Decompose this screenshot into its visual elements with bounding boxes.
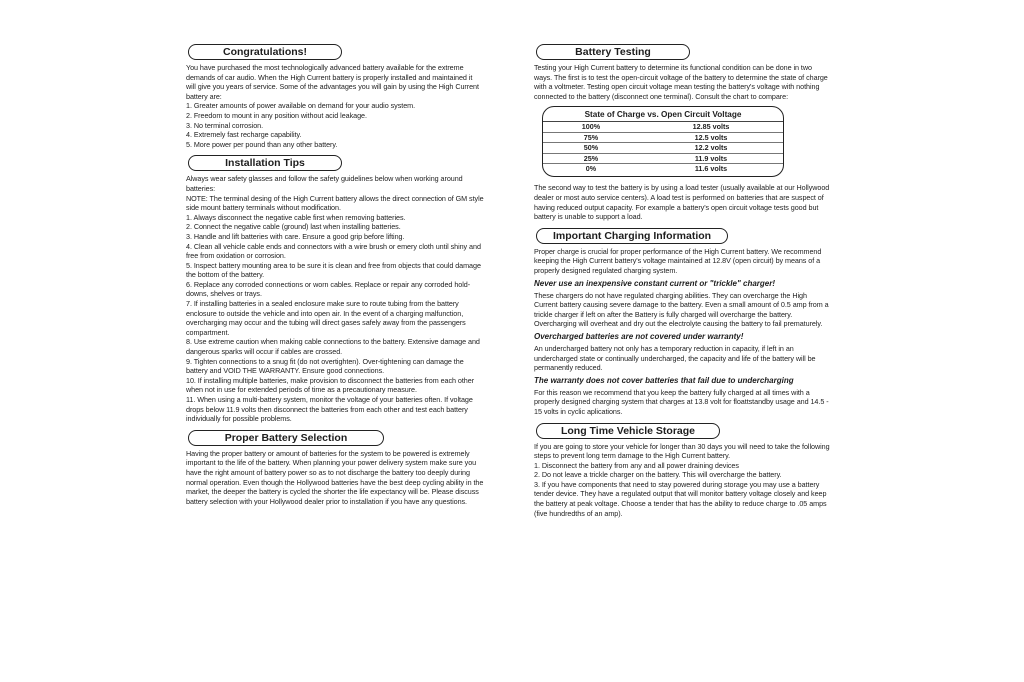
right-column — [534, 42, 832, 522]
selection-body: Having the proper battery or amount of batteries for the system to be powered is extremely important to the life of the battery. When planning your power delivery system make sure you have the right amount of battery power so as to not discharge the battery too deeply during normal operation. Even though the Hollywood batteries have the best deep cycling ability in the market, the deeper the battery is cycled the shorter the life expectancy will be. Please discuss battery selection with your Hollywood dealer prior to installation if you have any questions. — [186, 448, 484, 506]
advantages-list — [186, 101, 484, 149]
installation-list — [186, 213, 484, 424]
installation-note: NOTE: The terminal desing of the High Current battery allows the direct connection of GM style side mount battery terminals without modification. — [186, 193, 484, 213]
storage-list — [534, 461, 832, 519]
list-item: 7. If installing batteries in a sealed enclosure make sure to route tubing from the battery enclosure to outside the vehicle and into open air. In the event of a charging malfunction, overcharging may occur and the tubing will direct gases safely away from the passengers compartment. — [186, 299, 466, 337]
list-item: 5. Inspect battery mounting area to be sure it is clean and free from objects that could damage the bottom of the battery. — [186, 260, 481, 280]
charging-para-1: These chargers do not have regulated charging abilities. They can overcharge the High Current battery causing severe damage to the battery. Even a small amount of 0.5 amp from a trickle charger if left on after the Battery is fully charged will overcharge the battery. Overcharging will overheat and dry out the electrolyte causing the battery to fail prematurely. — [534, 290, 829, 329]
list-item: 1. Always disconnect the negative cable first when removing batteries. — [186, 212, 406, 222]
warning-trickle-charger: Never use an inexpensive constant current or "trickle" charger! — [534, 278, 776, 288]
testing-after: The second way to test the battery is by using a load tester (usually available at our Hollywood dealer or most auto service centers). A load test is performed on batteries that are suspect of having reduced output capacity. For example a battery's open circuit voltage tests good but battery is unable to support a load. — [534, 183, 830, 222]
testing-intro: Testing your High Current battery to determine its functional condition can be done in two ways. The first is to test the open-circuit voltage of the battery to determine the state of charge with a voltmeter. Testing open circuit voltage mean testing the battery's voltage with nothing connected to the battery (disconnect one terminal). Consult the chart to compare: — [534, 63, 828, 101]
voltage-cell: 11.9 volts — [694, 153, 728, 163]
battery-selection-section — [186, 428, 484, 507]
charge-cell: 0% — [585, 164, 597, 173]
table-row — [543, 164, 783, 173]
list-item: 3. Handle and lift batteries with care. Ensure a good grip before lifting. — [186, 231, 405, 241]
congratulations-section — [186, 42, 484, 149]
section-title-congratulations: Congratulations! — [188, 44, 342, 60]
list-item: 6. Replace any corroded connections or worn cables. Replace or repair any corroded hold-downs, shelves or trays. — [186, 279, 471, 299]
charging-para-3: For this reason we recommend that you keep the battery fully charged at all times with a properly designed charging system that charges at 13.8 volt for floattstandby usage and 14.5 - 15 volts in cyclic aplications. — [534, 387, 829, 416]
list-item: 11. When using a multi-battery system, monitor the voltage of your batteries often. If voltage drops below 11.9 volts then disconnect the batteries from each other and test each battery individually for possible problems. — [186, 395, 473, 424]
list-item: 2. Connect the negative cable (ground) last when installing batteries. — [186, 222, 401, 232]
charging-info-section — [534, 226, 832, 417]
state-of-charge-table — [542, 106, 784, 177]
list-item: 3. If you have components that need to stay powered during storage you may use a battery tender device. They have a regulated output that will monitor battery voltage closely and keep the battery at peak voltage. Choose a tender that has the ability to reduce charge to .05 amps (five hundredths of an amp). — [534, 479, 827, 518]
section-title-battery-selection: Proper Battery Selection — [188, 430, 384, 446]
voltage-cell: 12.5 volts — [694, 132, 728, 142]
section-title-installation-tips: Installation Tips — [188, 155, 342, 171]
installation-intro: Always wear safety glasses and follow the safety guidelines below when working around batteries: — [186, 174, 463, 193]
installation-tips-section — [186, 153, 484, 423]
charge-cell: 100% — [581, 122, 601, 132]
voltage-cell: 11.6 volts — [694, 164, 728, 173]
charging-para-2: An undercharged battery not only has a temporary reduction in capacity, if left in an undercharged state or continually undercharged, the capacity and life of the battery will be permanently reduced. — [534, 343, 816, 373]
charge-cell: 25% — [583, 153, 599, 163]
congratulations-intro: You have purchased the most technologically advanced battery available for the extreme demands of car audio. When the High Current battery is properly installed and maintained it will give you years of service. Some of the advantages you will gain by using the High Current battery are: — [186, 63, 479, 101]
storage-intro: If you are going to store your vehicle for longer than 30 days you will need to take the following steps to prevent long term damage to the High Current battery. — [534, 441, 830, 461]
left-column — [186, 42, 484, 510]
list-item: 8. Use extreme caution when making cable connections to the battery. Extensive damage and dangerous sparks will occur if cables are crossed. — [186, 337, 480, 357]
list-item: 1. Greater amounts of power available on demand for your audio system. — [186, 101, 416, 111]
table-title: State of Charge vs. Open Circuit Voltage — [543, 109, 783, 122]
section-title-vehicle-storage: Long Time Vehicle Storage — [536, 423, 720, 439]
table-row — [543, 143, 783, 153]
charge-cell: 75% — [583, 132, 599, 142]
section-title-battery-testing: Battery Testing — [536, 44, 690, 60]
list-item: 2. Freedom to mount in any position without acid leakage. — [186, 110, 367, 120]
charge-cell: 50% — [583, 143, 599, 153]
section-title-charging-info: Important Charging Information — [536, 228, 728, 244]
table-row — [543, 133, 783, 143]
list-item: 4. Extremely fast recharge capability. — [186, 130, 302, 140]
battery-testing-section — [534, 42, 832, 222]
list-item: 3. No terminal corrosion. — [186, 120, 264, 130]
list-item: 5. More power per pound than any other battery. — [186, 139, 338, 149]
list-item: 10. If installing multiple batteries, make provision to disconnect the batteries from each other when not in use for extended periods of time as a precautionary measure. — [186, 375, 475, 395]
vehicle-storage-section — [534, 421, 832, 519]
voltage-cell: 12.85 volts — [692, 122, 730, 132]
list-item: 4. Clean all vehicle cable ends and connectors with a wire brush or emery cloth until shiny and free from oxidation or corrosion. — [186, 241, 481, 261]
list-item: 9. Tighten connections to a snug fit (do not overtighten). Over-tightening can damage the battery and VOID THE WARRANTY. Ensure good connections. — [186, 356, 464, 376]
voltage-cell: 12.2 volts — [694, 143, 728, 153]
table-row — [543, 154, 783, 164]
list-item: 1. Disconnect the battery from any and all power draining devices — [534, 460, 739, 470]
list-item: 2. Do not leave a trickle charger on the battery. This will overcharge the battery. — [534, 470, 782, 480]
warning-undercharging: The warranty does not cover batteries that fail due to undercharging — [534, 375, 794, 385]
table-row — [543, 122, 783, 132]
charging-intro: Proper charge is crucial for proper performance of the High Current battery. We recommend keeping the High Current battery's voltage maintained at 12.8V (open circuit) by means of a properly designed regulated charging system. — [534, 246, 822, 275]
warning-overcharged: Overcharged batteries are not covered under warranty! — [534, 331, 744, 341]
